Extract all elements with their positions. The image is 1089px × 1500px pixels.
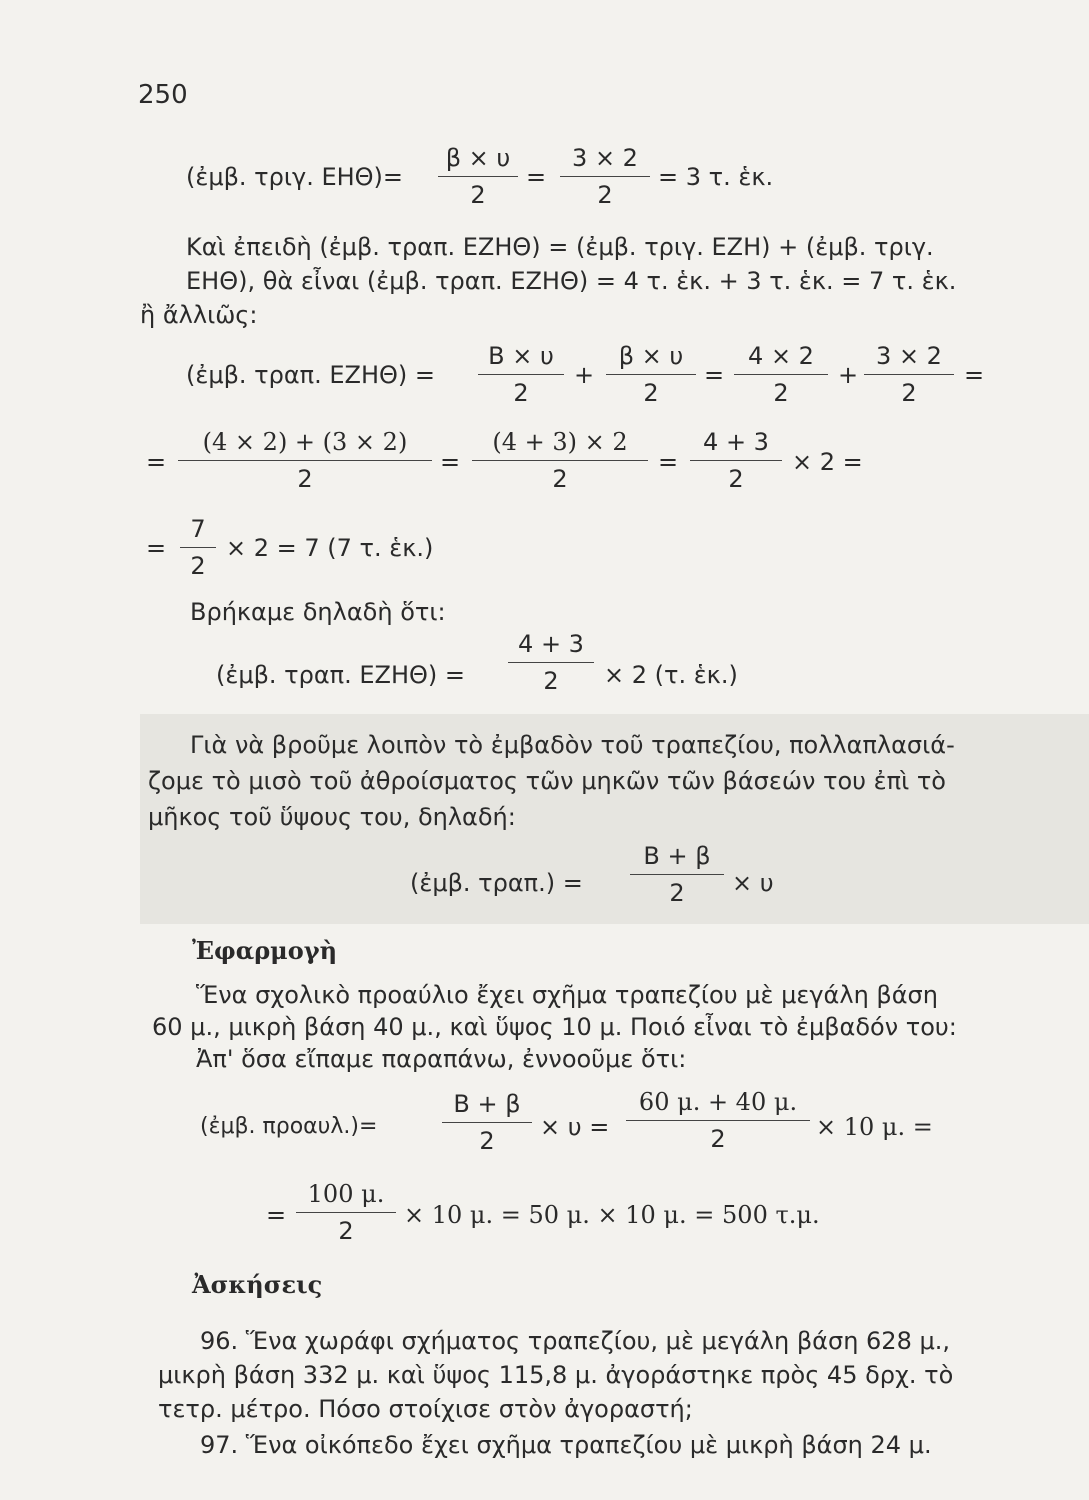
- eq3-eq1: =: [440, 448, 461, 476]
- eq2-frac1-den: 2: [513, 379, 529, 407]
- eq2-eq1: =: [704, 361, 725, 389]
- para2-line-1: Γιὰ νὰ βροῦμε λοιπὸν τὸ ἐμβαδὸν τοῦ τραπεζίου, πολλαπλασιά-: [190, 731, 955, 759]
- para1-line-1: Καὶ ἐπειδὴ (ἐμβ. τραπ. ΕΖΗΘ) = (ἐμβ. τριγ. ΕΖΗ) + (ἐμβ. τριγ.: [186, 233, 934, 261]
- eq6-mid: × υ =: [540, 1113, 610, 1141]
- eq3-frac3: [690, 428, 782, 493]
- exercise-line-3: τετρ. μέτρο. Πόσο στοίχισε στὸν ἀγοραστή;: [158, 1395, 693, 1423]
- eq5-frac: [508, 630, 594, 695]
- application-heading: Ἐφαρμογὴ: [192, 936, 338, 965]
- eq5-tail: × 2 (τ. ἑκ.): [604, 661, 738, 689]
- eq6-frac1-num: Β + β: [442, 1090, 532, 1123]
- application-line-2: 60 μ., μικρὴ βάση 40 μ., καὶ ὕψος 10 μ. Ποιό εἶναι τὸ ἐμβαδόν του:: [152, 1013, 957, 1041]
- formula-frac-num: Β + β: [630, 842, 724, 875]
- eq7-frac-num: 100 μ.: [296, 1180, 396, 1213]
- eq2-frac3-num: 4 × 2: [734, 342, 828, 375]
- eq1-frac1-den: 2: [470, 181, 486, 209]
- formula-left: (ἐμβ. τραπ.) =: [410, 869, 583, 897]
- eq4-frac: [180, 515, 216, 580]
- eq1-frac1: [438, 144, 518, 209]
- eq3-frac2-den: 2: [552, 465, 568, 493]
- eq2-frac4-den: 2: [901, 379, 917, 407]
- application-line-3: Ἀπ' ὅσα εἴπαμε παραπάνω, ἐννοοῦμε ὅτι:: [196, 1045, 687, 1073]
- eq5-frac-num: 4 + 3: [508, 630, 594, 663]
- eq3-eq2: =: [658, 448, 679, 476]
- eq3-eq0: =: [146, 448, 167, 476]
- eq1-frac2-num: 3 × 2: [560, 144, 650, 177]
- eq3-frac1-den: 2: [297, 465, 313, 493]
- formula-frac-den: 2: [669, 879, 685, 907]
- exercises-heading: Ἀσκήσεις: [192, 1270, 323, 1299]
- exercise-line-4: 97. Ἕνα οἰκόπεδο ἔχει σχῆμα τραπεζίου μὲ μικρὴ βάση 24 μ.: [200, 1431, 932, 1459]
- page-number: 250: [138, 80, 188, 110]
- eq2-frac1-num: Β × υ: [478, 342, 564, 375]
- eq6-left: (ἐμβ. προαυλ.)=: [200, 1114, 378, 1139]
- eq4-frac-den: 2: [190, 552, 206, 580]
- eq2-plus2: +: [838, 361, 859, 389]
- eq7-frac: [296, 1180, 396, 1245]
- eq7-frac-den: 2: [338, 1217, 354, 1245]
- eq2-frac3: [734, 342, 828, 407]
- para2-line-2: ζομε τὸ μισὸ τοῦ ἀθροίσματος τῶν μηκῶν τῶν βάσεών του ἐπὶ τὸ: [148, 767, 946, 795]
- eq3-frac2-num: (4 + 3) × 2: [472, 428, 648, 461]
- eq7-eq0: =: [266, 1201, 287, 1229]
- eq2-frac1: [478, 342, 564, 407]
- application-line-1: Ἕνα σχολικὸ προαύλιο ἔχει σχῆμα τραπεζίου μὲ μεγάλη βάση: [196, 981, 938, 1009]
- eq6-frac1: [442, 1090, 532, 1155]
- eq7-tail: × 10 μ. = 50 μ. × 10 μ. = 500 τ.μ.: [404, 1201, 820, 1229]
- eq2-frac3-den: 2: [773, 379, 789, 407]
- eq3-frac3-den: 2: [728, 465, 744, 493]
- eq4-frac-num: 7: [180, 515, 216, 548]
- eq4-tail: × 2 = 7 (7 τ. ἑκ.): [226, 534, 434, 562]
- eq3-frac1: [178, 428, 432, 493]
- para1-line-3: ἢ ἄλλιῶς:: [140, 301, 258, 329]
- eq2-frac2: [606, 342, 696, 407]
- eq1-eq: =: [526, 163, 547, 191]
- eq5-frac-den: 2: [543, 667, 559, 695]
- eq1-frac2: [560, 144, 650, 209]
- eq3-frac3-num: 4 + 3: [690, 428, 782, 461]
- eq3-frac1-num: (4 × 2) + (3 × 2): [178, 428, 432, 461]
- formula-tail: × υ: [732, 869, 774, 897]
- exercise-line-1: 96. Ἕνα χωράφι σχήματος τραπεζίου, μὲ μεγάλη βάση 628 μ.,: [200, 1327, 950, 1355]
- eq1-frac2-den: 2: [597, 181, 613, 209]
- eq2-frac2-den: 2: [643, 379, 659, 407]
- eq3-frac2: [472, 428, 648, 493]
- eq2-eq2: =: [964, 361, 985, 389]
- para2-line-3: μῆκος τοῦ ὕψους του, δηλαδή:: [148, 803, 516, 831]
- eq2-left: (ἐμβ. τραπ. ΕΖΗΘ) =: [186, 361, 436, 389]
- eq2-frac4: [864, 342, 954, 407]
- eq6-frac2: [626, 1088, 810, 1153]
- eq4-eq0: =: [146, 534, 167, 562]
- eq1-result: = 3 τ. ἑκ.: [658, 163, 774, 191]
- eq6-tail: × 10 μ. =: [816, 1113, 933, 1141]
- eq3-tail: × 2 =: [792, 448, 863, 476]
- eq6-frac1-den: 2: [479, 1127, 495, 1155]
- eq6-frac2-num: 60 μ. + 40 μ.: [626, 1088, 810, 1121]
- exercise-line-2: μικρὴ βάση 332 μ. καὶ ὕψος 115,8 μ. ἀγοράστηκε πρὸς 45 δρχ. τὸ: [158, 1361, 954, 1389]
- eq2-frac2-num: β × υ: [606, 342, 696, 375]
- eq2-frac4-num: 3 × 2: [864, 342, 954, 375]
- eq6-frac2-den: 2: [710, 1125, 726, 1153]
- eq5-left: (ἐμβ. τραπ. ΕΖΗΘ) =: [216, 661, 466, 689]
- eq1-left: (ἐμβ. τριγ. ΕΗΘ)=: [186, 163, 404, 191]
- formula-frac: [630, 842, 724, 907]
- found-line: Βρήκαμε δηλαδὴ ὅτι:: [190, 598, 446, 626]
- para1-line-2: ΕΗΘ), θὰ εἶναι (ἐμβ. τραπ. ΕΖΗΘ) = 4 τ. ἑκ. + 3 τ. ἑκ. = 7 τ. ἑκ.: [186, 267, 957, 295]
- eq1-frac1-num: β × υ: [438, 144, 518, 177]
- eq2-plus1: +: [574, 361, 595, 389]
